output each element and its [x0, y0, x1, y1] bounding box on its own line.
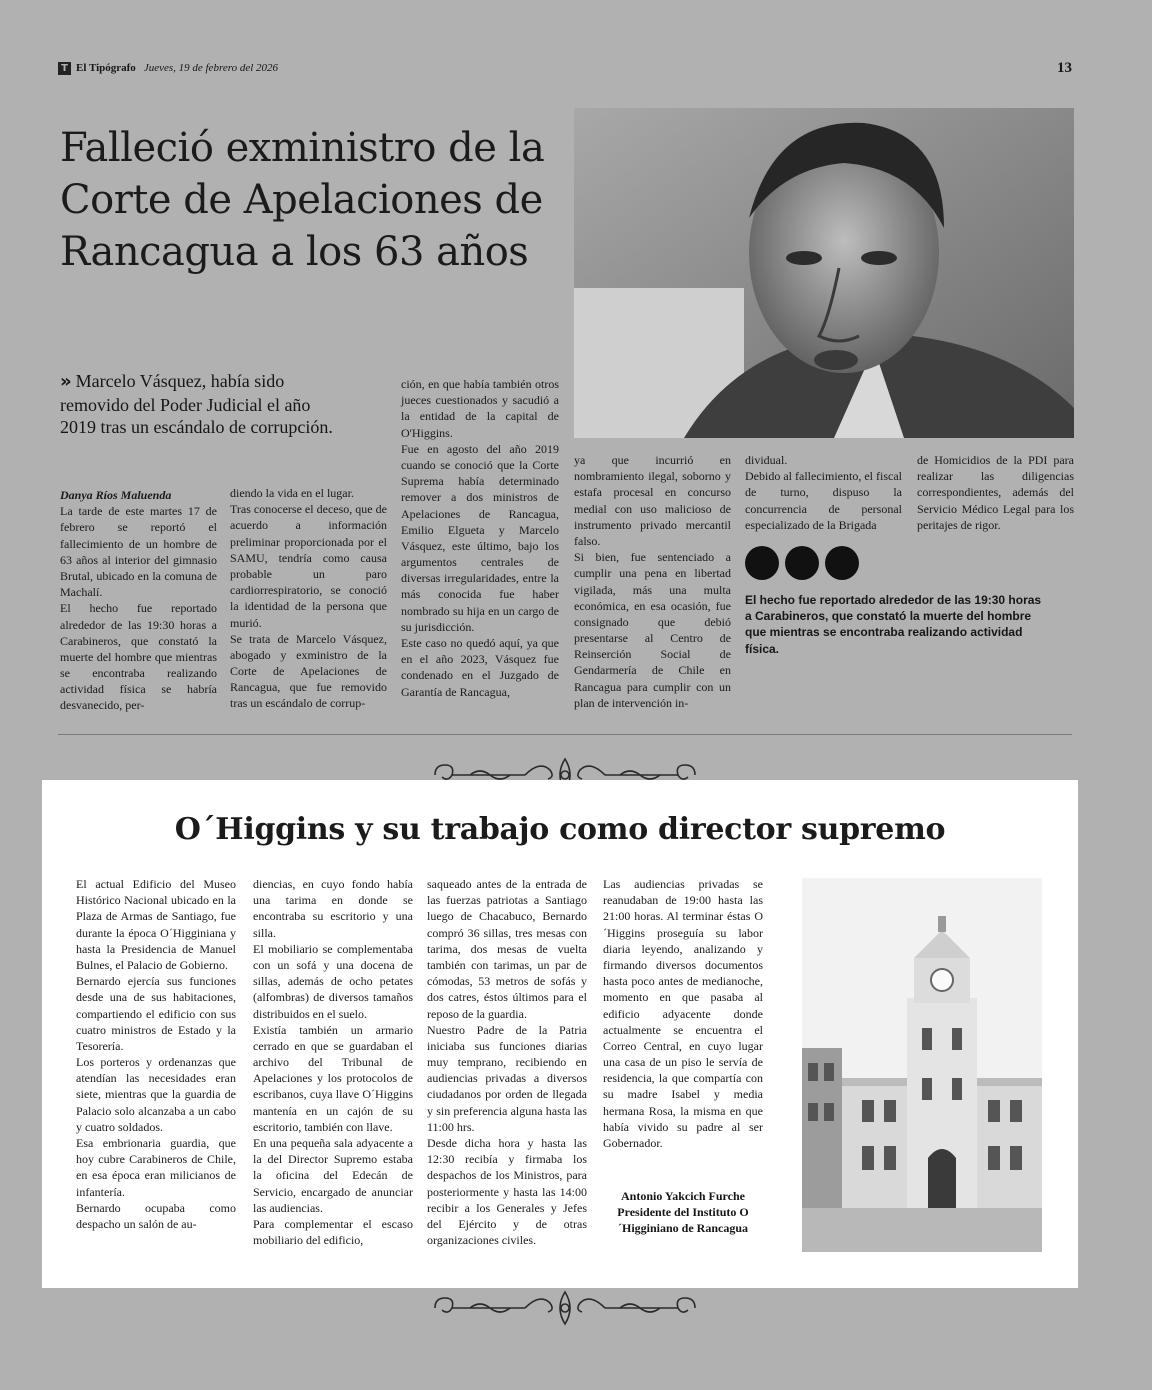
paragraph: Fue en agosto del año 2019 cuando se conoció que la Corte Suprema había determinado remover a dos ministros de Apelaciones de Rancagua, Emilio Elgueta y Marcelo Vásquez, este último, bajo los argumentos centrales de diversas irregularidades, entre la más conocida fue haber nombrado su hija en un cargo de su jurisdicción. — [401, 441, 559, 634]
pull-quote: El hecho fue reportado alrededor de las 19:30 horas a Carabineros, que constató la muerte del hombre que mientras se encontraba realizando actividad física. — [745, 593, 1042, 656]
dot-icon — [825, 546, 859, 580]
quote-dots — [745, 546, 859, 580]
article-column-5 — [745, 452, 902, 533]
article-column-2 — [230, 485, 387, 712]
article-author: Danya Ríos Maluenda — [60, 488, 172, 502]
paragraph: El hecho fue reportado alrededor de las 19:30 horas a Carabineros, que constató la muerte del hombre que mientras se encontraba realizando actividad física se habría desvanecido, per- — [60, 601, 217, 713]
article2-column-4 — [603, 876, 763, 1151]
publication-logo-icon: T — [58, 62, 71, 75]
ornament-divider-icon — [430, 1288, 700, 1328]
article2-signature — [604, 1188, 762, 1237]
publication-date: Jueves, 19 de febrero del 2026 — [143, 62, 279, 74]
article2-title: O´Higgins y su trabajo como director supremo — [174, 812, 946, 847]
paragraph: Si bien, fue sentenciado a cumplir una pena en libertad vigilada, más una multa económica, en esa ocasión, fue consignado que debió presentarse al Centro de Reinserción Social de Gendarmería de Chile en Rancagua para cumplir con un plan de intervención in- — [574, 550, 731, 710]
dot-icon — [785, 546, 819, 580]
paragraph: La tarde de este martes 17 de febrero se reportó el fallecimiento de un hombre de 63 años al interior del gimnasio Brutal, ubicado en la comuna de Machalí. — [60, 504, 217, 600]
article-headline: Falleció exministro de la Corte de Apelaciones de Rancagua a los 63 años — [60, 125, 545, 275]
paragraph: ya que incurrió en nombramiento ilegal, soborno y estafa procesal en concurso medial con uso malicioso de instrumento privado mercantil falso. — [574, 453, 731, 548]
paragraph: diencias, en cuyo fondo había una tarima en donde se encontraba su escritorio y una silla. — [253, 877, 413, 940]
page-header — [58, 58, 1072, 78]
paragraph: Los porteros y ordenanzas que atendían las necesidades eran siete, mientras que la guardia de Palacio solo alcanzaba a un cabo y cuatro soldados. — [76, 1055, 236, 1134]
paragraph: saqueado antes de la entrada de las fuerzas patriotas a Santiago luego de Chacabuco, Bernardo compró 36 sillas, tres mesas con tarima, dos mesas de vuelta también con tarimas, un par de cómodas, 53 metros de sofás y dos catres, éstos últimos para el reposo de la guardia. — [427, 877, 587, 1021]
paragraph: En una pequeña sala adyacente a la del Director Supremo estaba la oficina del Edecán de Servicio, encargado de anunciar las audiencias. — [253, 1136, 413, 1215]
article-column-3 — [401, 376, 559, 700]
lead-marker-icon: » — [60, 371, 72, 392]
paragraph: Desde dicha hora y hasta las 12:30 recibía y firmaba los despachos de los Ministros, para posteriormente y hasta las 14:00 recibir a los Generales y Jefes del Ejército y de otras organizaciones civiles. — [427, 1136, 587, 1248]
article2-column-3 — [427, 876, 587, 1248]
paragraph: Esa embrionaria guardia, que hoy cubre Carabineros de Chile, en esa época eran milicianos de infantería. — [76, 1136, 236, 1199]
publication-name: El Tipógrafo — [76, 62, 136, 74]
paragraph: Tras conocerse el deceso, que de acuerdo a información preliminar proporcionada por el SAMU, tendría como causa probable un paro cardiorrespiratorio, se conoció la identidad de la persona que murió. — [230, 502, 387, 630]
paragraph: Las audiencias privadas se reanudaban de 19:00 hasta las 21:00 horas. Al terminar éstas O´Higgins proseguía su labor diaria leyendo, analizando y firmando diversos documentos hasta poco antes de medianoche, momento en que pasaba al edificio adyacente donde actualmente se encuentra el Correo Central, en cuyo lugar una casa de un piso le servía de residencia, la que compartía con su madre Isabel y media hermana Rosa, la misma en que había vivido su padre al ser Gobernador. — [603, 877, 763, 1150]
article-column-6 — [917, 452, 1074, 533]
page-number: 13 — [1057, 59, 1072, 76]
paragraph: Debido al fallecimiento, el fiscal de turno, dispuso la concurrencia de personal especializado de la Brigada — [745, 469, 902, 532]
paragraph: Se trata de Marcelo Vásquez, abogado y exministro de la Corte de Apelaciones de Rancagua, que fue removido tras un escándalo de corrup- — [230, 631, 387, 711]
article-lead — [60, 370, 350, 439]
section-divider — [58, 734, 1072, 735]
article-column-1 — [60, 487, 217, 714]
paragraph: ción, en que había también otros jueces cuestionados y sacudió a la entidad de la capital de O'Higgins. — [401, 377, 559, 440]
paragraph: dividual. — [745, 453, 788, 467]
paragraph: Nuestro Padre de la Patria iniciaba sus funciones diarias muy temprano, recibiendo en audiencias privadas a diversos ciudadanos por orden de llegada y sin preferencia alguna hasta las 11:00 hrs. — [427, 1022, 587, 1134]
dot-icon — [745, 546, 779, 580]
portrait-photo — [574, 108, 1074, 438]
paragraph: El mobiliario se complementaba con un sofá y una docena de sillas, además de ocho petates (alfombras) de diversos tamaños distribuidos en el suelo. — [253, 941, 413, 1021]
signature-role: Presidente del Instituto O´Higginiano de Rancagua — [617, 1205, 749, 1236]
article2-column-2 — [253, 876, 413, 1248]
paragraph: Para complementar el escaso mobiliario del edificio, — [253, 1216, 413, 1248]
paragraph: Bernardo ocupaba como despacho un salón de au- — [76, 1200, 236, 1231]
paragraph: Bernardo ejercía sus funciones desde una de sus habitaciones, compartiendo el edificio con sus cuatro ministros de Estado y la Tesorería. — [76, 974, 236, 1053]
paragraph: diendo la vida en el lugar. — [230, 486, 354, 500]
building-photo — [802, 878, 1042, 1252]
paragraph: de Homicidios de la PDI para realizar las diligencias correspondientes, además del Servicio Médico Legal para los peritajes de rigor. — [917, 453, 1074, 532]
paragraph: Este caso no quedó aquí, ya que en el año 2023, Vásquez fue condenado en el Juzgado de Garantía de Rancagua, — [401, 636, 559, 699]
paragraph: Existía también un armario cerrado en que se guardaban el archivo del Tribunal de Apelaciones y los protocolos de escribanos, cuya llave O´Higgins mantenía en un cajón de su escritorio, también con llave. — [253, 1022, 413, 1134]
lead-text: Marcelo Vásquez, había sido removido del Poder Judicial el año 2019 tras un escándalo de corrupción. — [60, 371, 333, 437]
paragraph: El actual Edificio del Museo Histórico Nacional ubicado en la Plaza de Armas de Santiago, fue durante la época O´Higginiana y hasta la Presidencia de Manuel Bulnes, el Palacio de Gobierno. — [76, 877, 236, 972]
article-column-4 — [574, 452, 731, 711]
article2-column-1 — [76, 876, 236, 1232]
signature-name: Antonio Yakcich Furche — [620, 1189, 745, 1203]
